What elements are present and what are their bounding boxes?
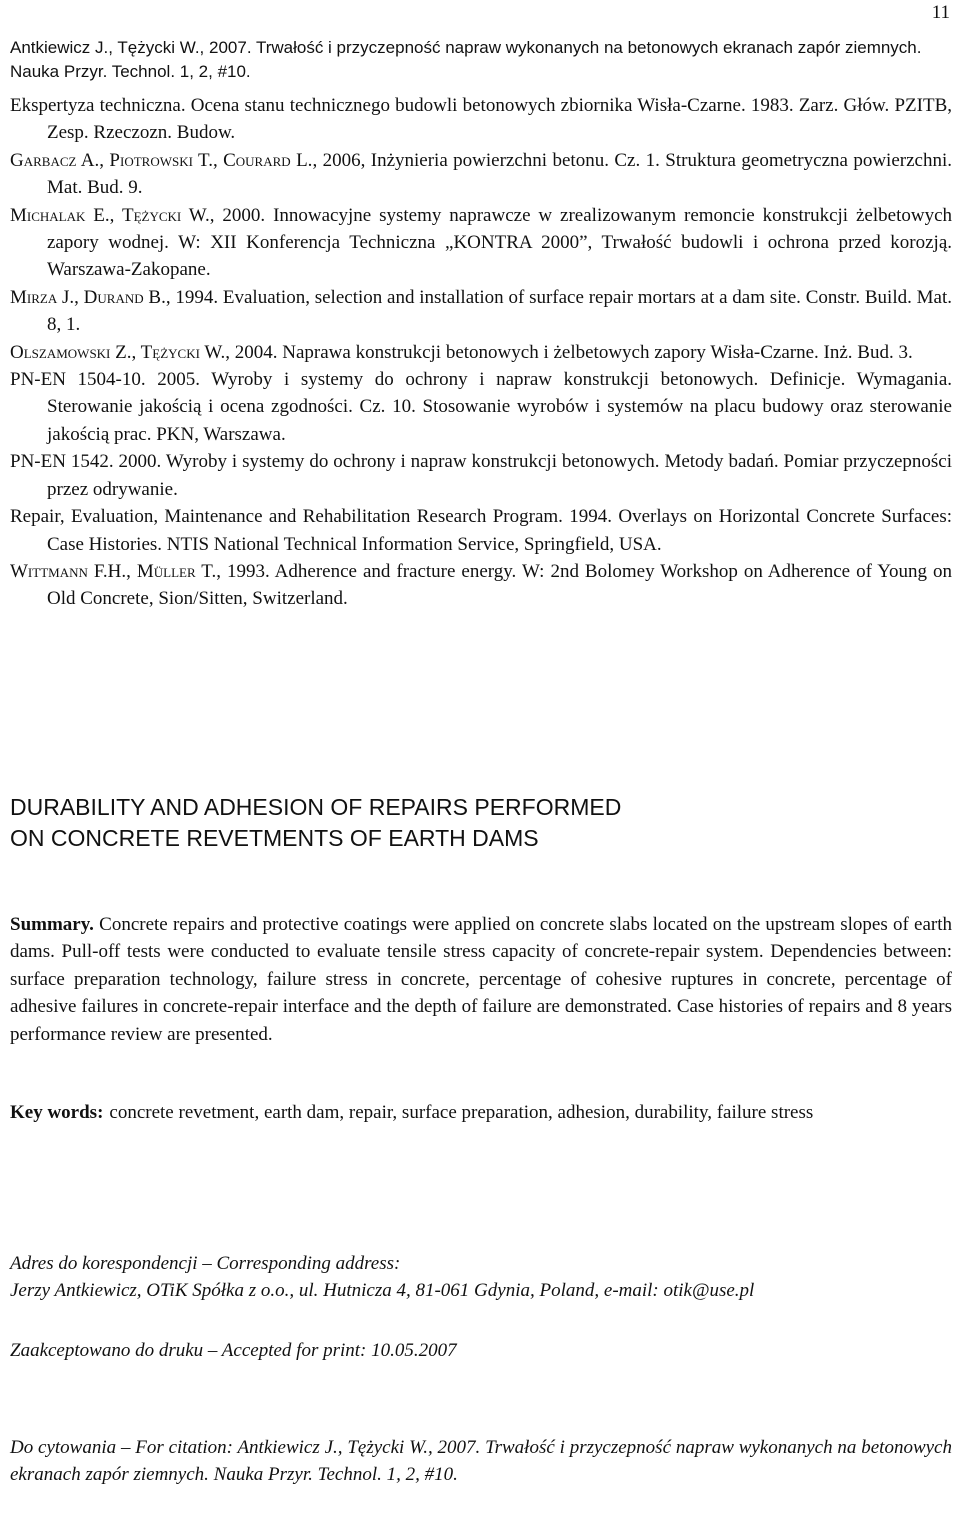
keywords: [10, 1099, 952, 1126]
reference-authors: Mirza J., Durand B.: [10, 286, 166, 308]
reference-text: , 2000. Innowacyjne systemy naprawcze w zrealizowanym remoncie konstrukcji żelbetowych zapory wodnej. W: XII Konferencja Techniczna „KONTRA 2000”, Trwałość budowli i ochrona przed korozją. Warszawa-Zakopane.: [47, 204, 953, 281]
english-title-line: DURABILITY AND ADHESION OF REPAIRS PERFORMED: [10, 794, 622, 820]
reference-text: PN-EN 1542. 2000. Wyroby i systemy do ochrony i napraw konstrukcji betonowych. Metody badań. Pomiar przyczepności przez odrywanie.: [10, 451, 952, 500]
keywords-label: Key words:: [10, 1102, 104, 1123]
reference-authors: Olszamowski Z., Tężycki W.: [10, 341, 226, 363]
reference-authors: Wittmann F.H., Müller T.: [10, 560, 217, 582]
correspondence-address: [10, 1250, 952, 1305]
reference-text: Ekspertyza techniczna. Ocena stanu technicznego budowli betonowych zbiornika Wisła-Czarne. 1983. Zarz. Głów. PZITB, Zesp. Rzeczozn. Budow.: [10, 95, 952, 144]
summary-paragraph: [10, 911, 952, 1048]
reference-item: [10, 503, 952, 558]
summary-text: Concrete repairs and protective coatings were applied on concrete slabs located on the upstream slopes of earth dams. Pull-off tests were conducted to evaluate tensile stress capacity of concrete-repair system. Dependencies between: surface preparation technology, failure stress in concrete, percentage of cohesive ruptures in concrete, percentage of adhesive failures in concrete-repair interface and the depth of failure are demonstrated. Case histories of repairs and 8 years performance review are presented.: [10, 914, 952, 1045]
reference-list: [10, 92, 952, 613]
reference-text: , 2004. Naprawa konstrukcji betonowych i żelbetowych zapory Wisła-Czarne. Inż. Bud. 3.: [225, 341, 913, 363]
reference-text: PN-EN 1504-10. 2005. Wyroby i systemy do ochrony i napraw konstrukcji betonowych. Definicje. Wymagania. Sterowanie jakością i ocena zgodności. Cz. 10. Stosowanie wyrobów i systemów na placu budowy oraz sterowanie jakością prac. PKN, Warszawa.: [10, 369, 952, 445]
reference-item: [10, 147, 952, 202]
reference-text: , 1993. Adherence and fracture energy. W: 2nd Bolomey Workshop on Adherence of Young on Old Concrete, Sion/Sitten, Switzerland.: [47, 560, 953, 610]
reference-text: Repair, Evaluation, Maintenance and Rehabilitation Research Program. 1994. Overlays on Horizontal Concrete Surfaces: Case Histories. NTIS National Technical Information Service, Springfield, USA.: [10, 506, 952, 555]
english-title: [10, 792, 621, 854]
reference-item: [10, 202, 952, 284]
reference-item: [10, 366, 952, 448]
reference-text: , 2006, Inżynieria powierzchni betonu. Cz. 1. Struktura geometryczna powierzchni. Mat. Bud. 9.: [47, 149, 952, 199]
keywords-text: concrete revetment, earth dam, repair, surface preparation, adhesion, durability, failure stress: [109, 1102, 814, 1123]
reference-item: [10, 284, 952, 339]
reference-item: [10, 448, 952, 503]
reference-item: [10, 339, 952, 366]
accepted-date: Zaakceptowano do druku – Accepted for print: 10.05.2007: [10, 1340, 457, 1361]
address-text: Jerzy Antkiewicz, OTiK Spółka z o.o., ul. Hutnicza 4, 81-061 Gdynia, Poland, e-mail: otik@use.pl: [10, 1280, 755, 1302]
summary-label: Summary.: [10, 914, 94, 935]
address-label: Adres do korespondencji – Corresponding address:: [10, 1253, 401, 1274]
english-title-line: ON CONCRETE REVETMENTS OF EARTH DAMS: [10, 825, 539, 851]
reference-item: [10, 558, 952, 613]
reference-item: [10, 92, 952, 147]
reference-text: , 1994. Evaluation, selection and installation of surface repair mortars at a dam site. Constr. Build. Mat. 8, 1.: [47, 286, 952, 336]
reference-authors: Michalak E., Tężycki W.: [10, 204, 210, 226]
citation: Do cytowania – For citation: Antkiewicz J., Tężycki W., 2007. Trwałość i przyczepność napraw wykonanych na betonowych ekranach zapór ziemnych. Nauka Przyr. Technol. 1, 2, #10.: [10, 1437, 952, 1486]
page-number: 11: [931, 2, 950, 23]
running-header: Antkiewicz J., Tężycki W., 2007. Trwałość i przyczepność napraw wykonanych na betonowych ekranach zapór ziemnych. Nauka Przyr. Technol. 1, 2, #10.: [10, 38, 922, 81]
reference-authors: Garbacz A., Piotrowski T., Courard L.: [10, 149, 313, 171]
